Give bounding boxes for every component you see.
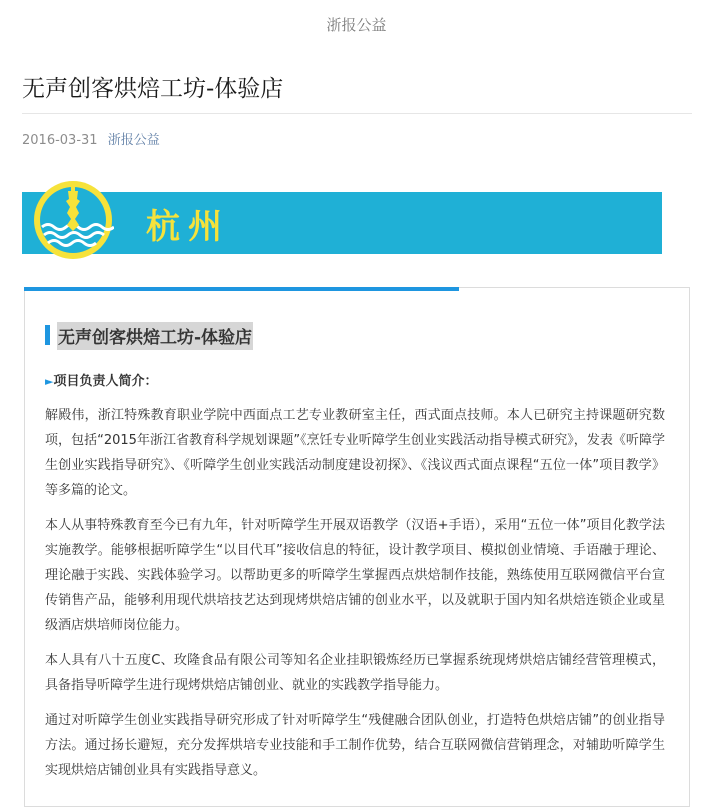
article-title: 无声创客烘焙工坊-体验店 [22,76,284,102]
account-link[interactable]: 浙报公益 [107,133,160,148]
article-meta [22,129,160,148]
banner-city-text: 杭州 [146,207,230,247]
subheading-text: 项目负责人简介： [53,374,158,389]
banner-band [22,192,662,254]
account-header[interactable]: 浙报公益 [326,16,387,34]
subheading [45,370,157,389]
section-title: 无声创客烘焙工坊-体验店 [57,322,253,350]
title-divider [22,113,692,114]
arrow-marker-icon: ► [45,375,54,388]
publish-date: 2016-03-31 [22,133,98,148]
city-banner [22,179,662,255]
card-accent-bar [24,287,459,291]
paragraph: 本人具有八十五度C、玫隆食品有限公司等知名企业挂职锻炼经历已掌握系统现烤烘焙店铺经营管理模式，具备指导听障学生进行现烤烘焙店铺创业、就业的实践教学指导能力。 [45,653,665,693]
paragraph: 解殿伟，浙江特殊教育职业学院中西面点工艺专业教研室主任，西式面点技师。本人已研究主持课题研究数项，包括“2015年浙江省教育科学规划课题”《烹饪专业听障学生创业实践活动指导模式研究》，发表《听障学生创业实践指导研究》、《听障学生创业实践活动制度建设初探》、《浅议西式面点课程“五位一体”项目教学》等多篇的论文。 [45,408,665,498]
paragraph: 本人从事特殊教育至今已有九年，针对听障学生开展双语教学（汉语+手语），采用“五位一体”项目化教学法实施教学。能够根据听障学生“以目代耳”接收信息的特征，设计教学项目、模拟创业情境、手语融于理论、理论融于实践、实践体验学习。以帮助更多的听障学生掌握西点烘焙制作技能，熟练使用互联网微信平台宣传销售产品，能够利用现代烘培技艺达到现烤烘焙店铺的创业水平，以及就职于国内知名烘焙连锁企业或星级酒店烘培师岗位能力。 [45,518,665,633]
lighthouse-wave-emblem-icon [32,179,114,261]
paragraph: 通过对听障学生创业实践指导研究形成了针对听障学生“残健融合团队创业，打造特色烘焙店铺”的创业指导方法。通过扬长避短，充分发挥烘培专业技能和手工制作优势，结合互联网微信营销理念，对辅助听障学生实现烘焙店铺创业具有实践指导意义。 [45,713,665,778]
heading-marker [45,325,50,345]
project-card [24,287,690,807]
